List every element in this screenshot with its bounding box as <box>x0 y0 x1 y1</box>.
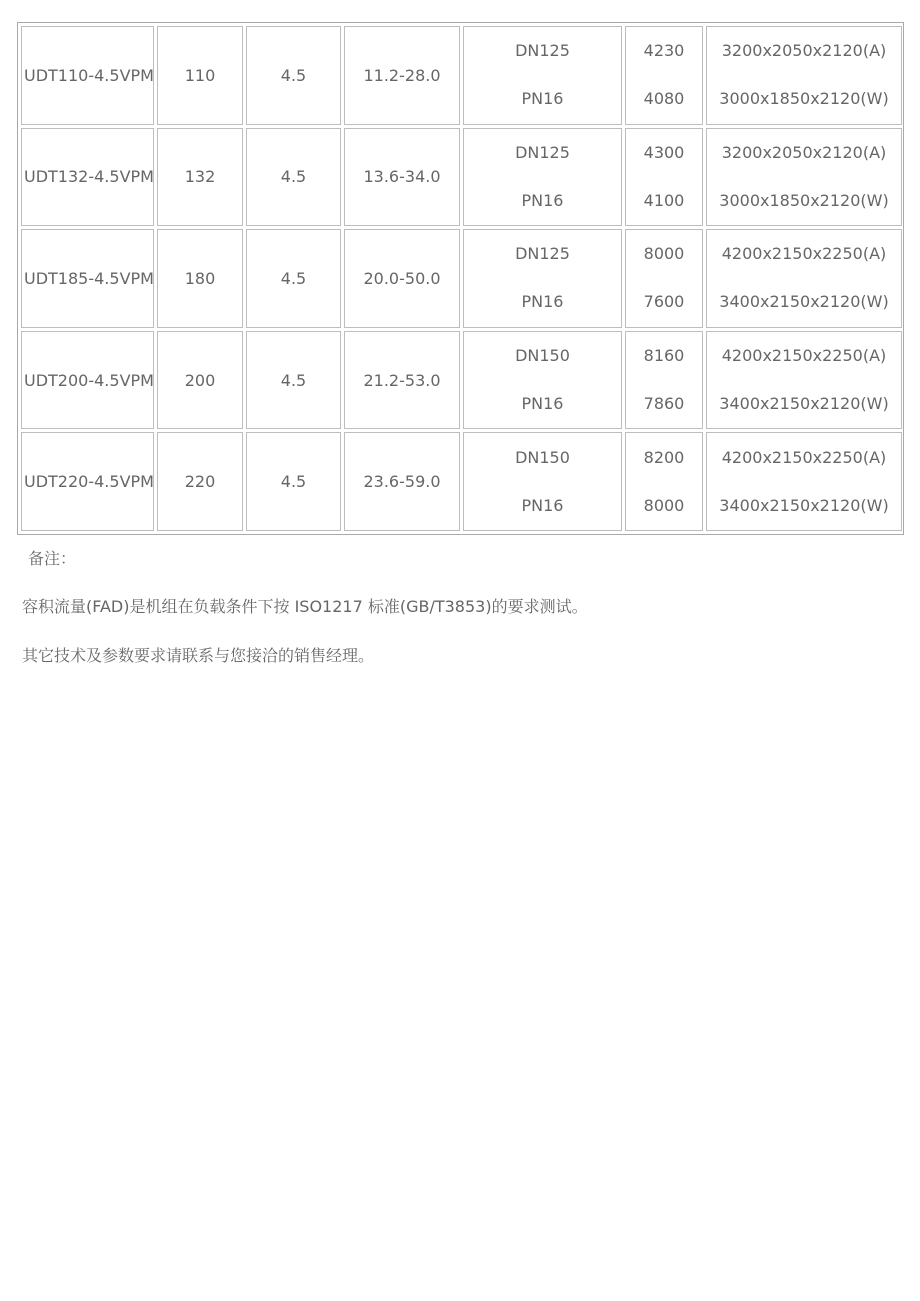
dimensions-cell-value: 3400x2150x2120(W) <box>719 394 889 414</box>
power-cell: 200 <box>157 331 243 430</box>
power-cell: 180 <box>157 229 243 328</box>
weight-cell <box>625 331 703 430</box>
connection-cell <box>463 26 622 125</box>
dimensions-cell-value: 4200x2150x2250(A) <box>721 244 887 264</box>
weight-cell-value: 8200 <box>643 447 685 467</box>
connection-cell-value: DN125 <box>515 41 570 61</box>
model-cell: UDT200-4.5VPM <box>21 331 154 430</box>
power-cell: 132 <box>157 128 243 227</box>
dimensions-cell-value: 4200x2150x2250(A) <box>721 447 887 467</box>
weight-cell <box>625 26 703 125</box>
power-cell: 220 <box>157 432 243 531</box>
connection-cell-value: DN150 <box>515 447 570 467</box>
connection-cell-value: PN16 <box>521 292 564 312</box>
weight-cell-value: 4230 <box>643 41 685 61</box>
notes-section <box>22 548 892 667</box>
weight-cell <box>625 128 703 227</box>
dimensions-cell-value: 3400x2150x2120(W) <box>719 292 889 312</box>
dimensions-cell-value: 3000x1850x2120(W) <box>719 190 889 210</box>
weight-cell-value: 7600 <box>643 292 685 312</box>
dimensions-cell <box>706 128 902 227</box>
dimensions-cell-value: 3000x1850x2120(W) <box>719 89 889 109</box>
spec-table-body <box>21 26 902 531</box>
flow-cell: 23.6-59.0 <box>344 432 460 531</box>
pressure-cell: 4.5 <box>246 229 341 328</box>
table-row <box>21 432 902 531</box>
pressure-cell: 4.5 <box>246 26 341 125</box>
flow-cell: 20.0-50.0 <box>344 229 460 328</box>
connection-cell-value: PN16 <box>521 495 564 515</box>
weight-cell-value: 8000 <box>643 495 685 515</box>
table-row <box>21 331 902 430</box>
model-cell: UDT220-4.5VPM <box>21 432 154 531</box>
weight-cell <box>625 229 703 328</box>
connection-cell-value: DN125 <box>515 244 570 264</box>
pressure-cell: 4.5 <box>246 432 341 531</box>
dimensions-cell <box>706 331 902 430</box>
spec-table <box>18 23 905 534</box>
flow-cell: 13.6-34.0 <box>344 128 460 227</box>
dimensions-cell <box>706 432 902 531</box>
weight-cell-value: 7860 <box>643 394 685 414</box>
connection-cell <box>463 432 622 531</box>
connection-cell-value: PN16 <box>521 190 564 210</box>
weight-cell-value: 8160 <box>643 346 685 366</box>
table-row <box>21 128 902 227</box>
pressure-cell: 4.5 <box>246 331 341 430</box>
weight-cell-value: 8000 <box>643 244 685 264</box>
model-cell: UDT110-4.5VPM <box>21 26 154 125</box>
spec-table-container <box>17 22 904 535</box>
model-cell: UDT185-4.5VPM <box>21 229 154 328</box>
connection-cell-value: DN150 <box>515 346 570 366</box>
pressure-cell: 4.5 <box>246 128 341 227</box>
connection-cell <box>463 229 622 328</box>
flow-cell: 21.2-53.0 <box>344 331 460 430</box>
dimensions-cell <box>706 26 902 125</box>
weight-cell-value: 4080 <box>643 89 685 109</box>
connection-cell <box>463 331 622 430</box>
flow-cell: 11.2-28.0 <box>344 26 460 125</box>
connection-cell-value: PN16 <box>521 394 564 414</box>
connection-cell <box>463 128 622 227</box>
table-row <box>21 229 902 328</box>
dimensions-cell-value: 3400x2150x2120(W) <box>719 495 889 515</box>
dimensions-cell-value: 3200x2050x2120(A) <box>721 142 887 162</box>
dimensions-cell-value: 3200x2050x2120(A) <box>721 41 887 61</box>
model-cell: UDT132-4.5VPM <box>21 128 154 227</box>
notes-contact-line: 其它技术及参数要求请联系与您接洽的销售经理。 <box>22 646 375 665</box>
dimensions-cell-value: 4200x2150x2250(A) <box>721 346 887 366</box>
weight-cell-value: 4100 <box>643 190 685 210</box>
weight-cell-value: 4300 <box>643 142 685 162</box>
notes-fad-line: 容积流量(FAD)是机组在负载条件下按 ISO1217 标准(GB/T3853)的要求测试。 <box>22 597 588 616</box>
dimensions-cell <box>706 229 902 328</box>
table-row <box>21 26 902 125</box>
notes-title: 备注： <box>28 549 77 568</box>
connection-cell-value: PN16 <box>521 89 564 109</box>
weight-cell <box>625 432 703 531</box>
power-cell: 110 <box>157 26 243 125</box>
connection-cell-value: DN125 <box>515 142 570 162</box>
